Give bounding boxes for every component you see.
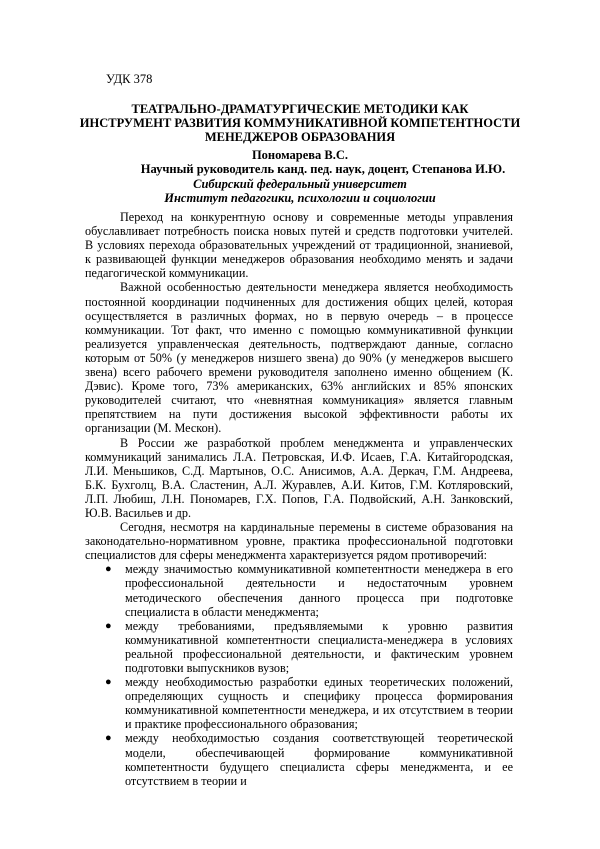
udc-code: УДК 378 (106, 72, 153, 86)
title-line: ИНСТРУМЕНТ РАЗВИТИЯ КОММУНИКАТИВНОЙ КОМПЕТЕНТНОСТИ (79, 116, 521, 130)
paper-body (85, 210, 513, 788)
author-name: Пономарева В.С. (251, 148, 349, 162)
body-paragraph: В России же разработкой проблем менеджмента и управленческих коммуникаций занимались Л.А. Петровская, И.Ф. Исаев, Г.А. Китайгородская, Л.И. Меньшиков, С.Д. Мартынов, О.С. Анисимов, А.А. Деркач, Г.М. Андреева, Б.К. Бухголц, В.А. Сластенин, А.Л. Журавлев, А.И. Китов, Г.М. Котляровский, Л.П. Любиш, Л.Н. Пономарев, Г.Х. Попов, Г.А. Подвойский, А.Н. Занковский, Ю.В. Васильев и др. (85, 435, 513, 520)
contradictions-list (85, 562, 513, 788)
list-item (85, 562, 513, 618)
bullet-icon: ● (105, 619, 112, 632)
list-item-text: между необходимостью создания соответствующей теоретической модели, обеспечивающей формирование коммуникативной компетентности будущего специалиста сферы менеджмента, и ее отсутствием в теории и (125, 731, 513, 788)
list-item-text: между требованиями, предъявляемыми к уровню развития коммуникативной компетентности специалиста-менеджера в условиях реальной профессиональной деятельности, и фактическим уровнем подготовки выпускников вузов; (125, 618, 513, 675)
body-paragraph: Переход на конкурентную основу и современные методы управления обуславливает потребность поиска новых путей и средств подготовки учителей. В условиях перехода образовательных учреждений от традиционной, знаниевой, к развивающей функции менеджеров образования необходимо менять и задачи педагогической коммуникации. (85, 210, 513, 281)
title-line: ТЕАТРАЛЬНО-ДРАМАТУРГИЧЕСКИЕ МЕТОДИКИ КАК (131, 102, 469, 116)
bullet-icon: ● (105, 732, 112, 745)
list-item-text: между значимостью коммуникативной компетентности менеджера в его профессиональной деятельности и недостаточным уровнем методического обеспечения данного процесса при подготовке специалиста в области менеджмента; (125, 562, 513, 619)
university-name: Сибирский федеральный университет (193, 176, 407, 191)
list-item-text: между необходимостью разработки единых теоретических положений, определяющих сущность и специфику процесса формирования коммуникативной компетентности менеджера, и их отсутствием в теории и практике профессионального образования; (125, 675, 513, 732)
body-paragraph: Сегодня, несмотря на кардинальные перемены в системе образования на законодательно-нормативном уровне, практика профессиональной подготовки специалистов для сферы менеджмента характеризуется рядом противоречий: (85, 520, 513, 563)
bullet-icon: ● (105, 676, 112, 689)
supervisor: Научный руководитель канд. пед. наук, доцент, Степанова И.Ю. (140, 162, 506, 176)
list-item (85, 731, 513, 787)
bullet-icon: ● (105, 563, 112, 576)
list-item (85, 675, 513, 731)
institute-name: Институт педагогики, психологии и социологии (164, 191, 436, 205)
paper-title (60, 102, 540, 144)
title-line: МЕНЕДЖЕРОВ ОБРАЗОВАНИЯ (204, 130, 396, 144)
affiliation-block (60, 162, 540, 206)
body-paragraph: Важной особенностью деятельности менеджера является необходимость постоянной координации подчиненных для достижения общих целей, которая осуществляется в различных формах, но в первую очередь – в процессе коммуникации. Тот факт, что именно с помощью коммуникативной функции реализуется управленческая деятельность, подтверждают данные, согласно которым от 50% (у менеджеров низшего звена) до 90% (у менеджеров высшего звена) всего рабочего времени руководителя заполнено именно общением (К. Дэвис). Кроме того, 73% американских, 63% английских и 85% японских руководителей считают, что «невнятная коммуникация» является главным препятствием на пути достижения высокой эффективности работы их организации (М. Мескон). (85, 280, 513, 436)
list-item (85, 619, 513, 675)
